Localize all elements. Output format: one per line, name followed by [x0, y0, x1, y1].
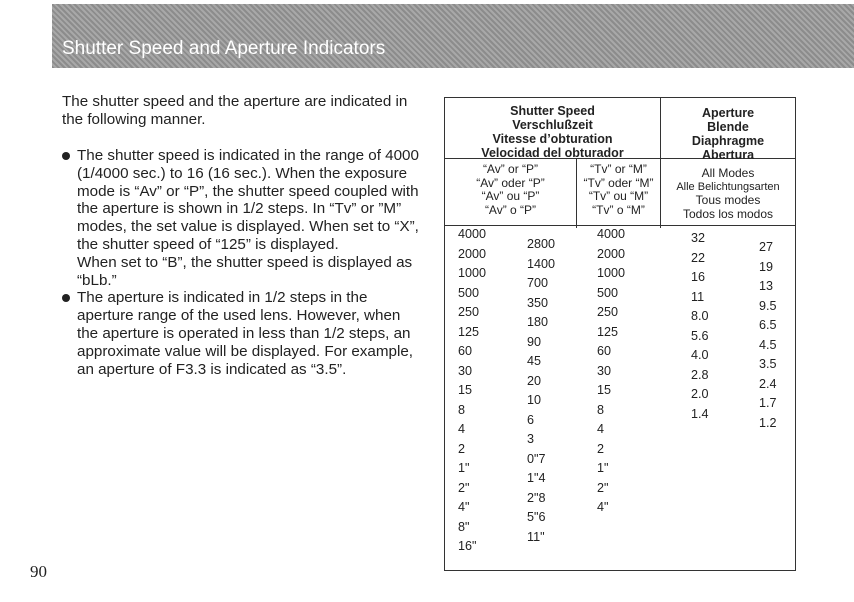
table-value: 20: [527, 373, 542, 388]
table-value: 700: [527, 276, 549, 290]
table-value: 8: [458, 402, 466, 417]
intro-text: The shutter speed and the aperture are indicated in the following manner.: [62, 93, 408, 128]
table-value: 4": [458, 500, 470, 514]
table-value: 4.0: [691, 348, 709, 362]
tv-value-column: [597, 225, 625, 518]
table-value: 2000: [458, 246, 487, 261]
title-banner: [52, 4, 854, 68]
table-value: 9.5: [759, 298, 777, 313]
table-value: 15: [458, 383, 473, 397]
table-value: 500: [597, 285, 619, 300]
table-value: 8.0: [691, 309, 709, 323]
table-value: 2": [458, 480, 470, 495]
table-value: 3.5: [759, 357, 777, 371]
table-value: 60: [458, 344, 473, 358]
table-value: 5"6: [527, 510, 546, 524]
table-value: 8": [458, 519, 470, 534]
table-value: 125: [597, 324, 619, 339]
av-p-mode-label: “Av” or “P” “Av” oder “P” “Av” ou “P” “Av” o “P”: [476, 162, 545, 217]
table-value: 5.6: [691, 328, 709, 343]
bullet-list: [62, 147, 422, 378]
table-value: 250: [458, 305, 480, 319]
bullet-aperture: [62, 289, 422, 378]
table-value: 4": [597, 500, 609, 514]
indicator-table: [444, 97, 796, 571]
aperture-full-step-column: [691, 229, 709, 424]
table-value: 1": [458, 461, 470, 475]
bullet-text: The aperture is indicated in 1/2 steps in the aperture range of the used lens. However, when the aperture is operated in less than 1/2 steps, an approximate value will be displayed. For example, an aperture of F3.3 is indicated as “3.5”.: [77, 289, 413, 378]
av-half-step-column: [527, 235, 555, 547]
tv-m-mode-label: “Tv” or “M” “Tv” oder “M” “Tv” ou “M” “Tv” o “M”: [583, 162, 654, 217]
table-value: 1": [597, 461, 609, 475]
table-value: 2: [458, 441, 466, 456]
table-value: 2.8: [691, 367, 709, 382]
shutter-speed-header: Shutter Speed Verschlußzeit Vitesse d’obturation Velocidad del obturador: [481, 104, 624, 160]
table-value: 125: [458, 324, 480, 339]
all-modes-label: All Modes Alle Belichtungsarten Tous modes Todos los modos: [676, 166, 780, 221]
table-value: 2800: [527, 237, 556, 251]
aperture-header: Aperture Blende Diaphragme Abertura: [691, 106, 765, 162]
table-value: 350: [527, 295, 549, 310]
bullet-shutter-speed: [62, 147, 422, 289]
table-value: 32: [691, 231, 706, 245]
table-value: 1.2: [759, 415, 777, 430]
table-value: 16: [691, 270, 706, 284]
table-value: 10: [527, 393, 542, 407]
table-value: 0"7: [527, 451, 546, 466]
table-value: 2"8: [527, 490, 546, 505]
table-value: 4.5: [759, 337, 777, 352]
table-value: 1.4: [691, 406, 709, 421]
bullet-text: The shutter speed is indicated in the range of 4000 (1/4000 sec.) to 16 (16 sec.). When the exposure mode is “Av” or “P”, the shutter speed coupled with the aperture is shown in 1/2 steps. In “Tv” or ”M” modes, the set value is displayed. When set to “X”, the shutter speed of “125” is displayed.: [77, 147, 419, 253]
table-value: 500: [458, 285, 480, 300]
table-value: 2.0: [691, 387, 709, 401]
table-value: 1400: [527, 256, 556, 271]
table-value: 2: [597, 441, 605, 456]
table-value: 250: [597, 305, 619, 319]
table-value: 2.4: [759, 376, 777, 391]
table-value: 90: [527, 334, 542, 349]
table-value: 4000: [597, 227, 626, 241]
aperture-half-step-column: [759, 238, 777, 433]
table-value: 180: [527, 315, 549, 329]
bullet-text: When set to “B”, the shutter speed is displayed as “bLb.”: [77, 253, 413, 289]
table-value: 6.5: [759, 318, 777, 332]
table-value: 3: [527, 432, 535, 446]
table-value: 45: [527, 354, 542, 368]
table-value: 1000: [458, 266, 487, 280]
table-value: 30: [458, 363, 473, 378]
table-value: 30: [597, 363, 612, 378]
table-value: 60: [597, 344, 612, 358]
av-full-step-column: [458, 225, 486, 557]
table-value: 2": [597, 480, 609, 495]
table-value: 1000: [597, 266, 626, 280]
table-value: 1"4: [527, 471, 546, 485]
table-value: 4: [458, 422, 466, 436]
table-value: 27: [759, 240, 774, 254]
page-title: Shutter Speed and Aperture Indicators: [62, 38, 386, 59]
table-value: 4000: [458, 227, 487, 241]
table-value: 4: [597, 422, 605, 436]
table-value: 1.7: [759, 396, 777, 410]
table-value: 13: [759, 279, 774, 293]
table-value: 22: [691, 250, 706, 265]
table-value: 8: [597, 402, 605, 417]
table-value: 11": [527, 529, 545, 544]
table-value: 15: [597, 383, 612, 397]
page-number: 90: [30, 562, 47, 581]
table-value: 16": [458, 539, 477, 553]
table-value: 19: [759, 259, 774, 274]
table-value: 6: [527, 412, 535, 427]
table-value: 11: [691, 289, 705, 304]
table-value: 2000: [597, 246, 626, 261]
